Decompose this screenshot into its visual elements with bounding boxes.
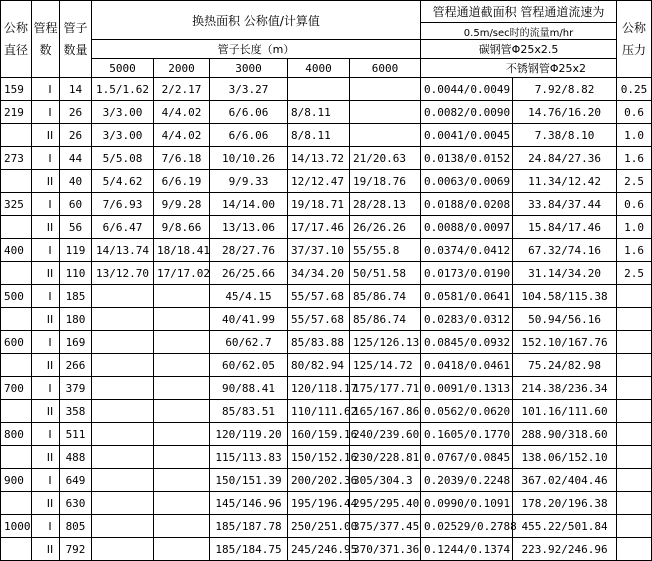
cell-area-5000: [92, 377, 154, 400]
table-row: [1, 262, 652, 285]
cell-area-4000: 19/18.71: [288, 193, 350, 216]
cell-pressure: [617, 377, 652, 400]
cell-area-6000: 55/55.8: [350, 239, 421, 262]
cell-pass-count: I: [32, 423, 60, 446]
cell-cross-section: 0.1605/0.1770: [421, 423, 513, 446]
cell-cross-section: 0.02529/0.2788: [421, 515, 513, 538]
cell-pass-count: II: [32, 354, 60, 377]
cell-tube-count: 266: [60, 354, 92, 377]
cell-tube-count: 488: [60, 446, 92, 469]
table-row: [1, 423, 652, 446]
cell-pressure: [617, 400, 652, 423]
cell-tube-count: 169: [60, 331, 92, 354]
cell-flow-rate: 14.76/16.20: [513, 101, 617, 124]
header-row: [1, 1, 652, 23]
table-row: [1, 354, 652, 377]
cell-area-5000: 1.5/1.62: [92, 78, 154, 101]
header-nominal-diameter: 公称直径: [1, 1, 32, 78]
cell-area-5000: [92, 469, 154, 492]
cell-tube-count: 26: [60, 101, 92, 124]
cell-cross-section: 0.0767/0.0845: [421, 446, 513, 469]
header-row: [1, 59, 652, 78]
cell-pressure: [617, 423, 652, 446]
cell-pass-count: I: [32, 331, 60, 354]
cell-area-5000: [92, 492, 154, 515]
cell-flow-rate: 50.94/56.16: [513, 308, 617, 331]
cell-cross-section: 0.0990/0.1091: [421, 492, 513, 515]
cell-area-4000: 80/82.94: [288, 354, 350, 377]
cell-area-2000: 4/4.02: [154, 124, 210, 147]
header-length-2000: 2000: [154, 59, 210, 78]
cell-area-2000: [154, 469, 210, 492]
table-row: [1, 239, 652, 262]
cell-area-3000: 10/10.26: [210, 147, 288, 170]
cell-flow-rate: 7.92/8.82: [513, 78, 617, 101]
cell-area-6000: [350, 101, 421, 124]
cell-flow-rate: 288.90/318.60: [513, 423, 617, 446]
cell-area-6000: [350, 78, 421, 101]
cell-flow-rate: 152.10/167.76: [513, 331, 617, 354]
table-row: [1, 308, 652, 331]
cell-area-2000: 2/2.17: [154, 78, 210, 101]
cell-area-3000: 26/25.66: [210, 262, 288, 285]
cell-flow-rate: 11.34/12.42: [513, 170, 617, 193]
cell-pass-count: II: [32, 308, 60, 331]
cell-area-2000: [154, 331, 210, 354]
table-row: [1, 492, 652, 515]
cell-area-5000: 13/12.70: [92, 262, 154, 285]
cell-area-3000: 28/27.76: [210, 239, 288, 262]
table-row: [1, 446, 652, 469]
cell-area-3000: 60/62.05: [210, 354, 288, 377]
header-pass-count: 管程数: [32, 1, 60, 78]
cell-flow-rate: 104.58/115.38: [513, 285, 617, 308]
cell-area-5000: [92, 446, 154, 469]
cell-area-3000: 85/83.51: [210, 400, 288, 423]
cell-nominal-diameter: [1, 446, 32, 469]
cell-area-2000: [154, 400, 210, 423]
cell-area-4000: 17/17.46: [288, 216, 350, 239]
cell-pressure: [617, 538, 652, 561]
cell-area-2000: [154, 492, 210, 515]
cell-pass-count: I: [32, 377, 60, 400]
cell-pressure: [617, 446, 652, 469]
header-pressure: 公称压力: [617, 1, 652, 78]
cell-pass-count: II: [32, 216, 60, 239]
cell-area-6000: 125/126.13: [350, 331, 421, 354]
cell-flow-rate: 214.38/236.34: [513, 377, 617, 400]
cell-pressure: 1.6: [617, 239, 652, 262]
cell-pass-count: I: [32, 101, 60, 124]
cell-pressure: [617, 354, 652, 377]
cell-tube-count: 119: [60, 239, 92, 262]
cell-area-2000: 17/17.02: [154, 262, 210, 285]
cell-pressure: 2.5: [617, 170, 652, 193]
cell-area-3000: 90/88.41: [210, 377, 288, 400]
cell-area-6000: 21/20.63: [350, 147, 421, 170]
header-carbon-steel: 碳钢管Φ25x2.5: [421, 40, 617, 59]
cell-cross-section: 0.0044/0.0049: [421, 78, 513, 101]
cell-area-4000: 55/57.68: [288, 285, 350, 308]
cell-cross-section: 0.0581/0.0641: [421, 285, 513, 308]
cell-flow-rate: 15.84/17.46: [513, 216, 617, 239]
cell-pressure: 0.25: [617, 78, 652, 101]
cell-area-6000: 375/377.45: [350, 515, 421, 538]
header-length-6000: 6000: [350, 59, 421, 78]
cell-area-4000: 160/159.16: [288, 423, 350, 446]
cell-pass-count: II: [32, 170, 60, 193]
cell-area-5000: 7/6.93: [92, 193, 154, 216]
cell-area-5000: 3/3.00: [92, 124, 154, 147]
cell-flow-rate: 455.22/501.84: [513, 515, 617, 538]
cell-area-6000: 85/86.74: [350, 285, 421, 308]
cell-area-5000: [92, 400, 154, 423]
cell-area-5000: [92, 538, 154, 561]
cell-pressure: [617, 331, 652, 354]
cell-tube-count: 379: [60, 377, 92, 400]
cell-area-6000: 165/167.86: [350, 400, 421, 423]
cell-area-3000: 9/9.33: [210, 170, 288, 193]
cell-area-6000: 85/86.74: [350, 308, 421, 331]
table-row: [1, 170, 652, 193]
cell-area-3000: 115/113.83: [210, 446, 288, 469]
cell-area-4000: 200/202.36: [288, 469, 350, 492]
cell-pressure: [617, 469, 652, 492]
header-tube-length: 管子长度（m）: [92, 40, 421, 59]
cell-area-4000: 8/8.11: [288, 124, 350, 147]
cell-pass-count: II: [32, 446, 60, 469]
cell-tube-count: 630: [60, 492, 92, 515]
cell-flow-rate: 31.14/34.20: [513, 262, 617, 285]
cell-area-4000: 37/37.10: [288, 239, 350, 262]
table-row: [1, 331, 652, 354]
cell-pressure: 0.6: [617, 193, 652, 216]
cell-area-3000: 145/146.96: [210, 492, 288, 515]
cell-cross-section: 0.0041/0.0045: [421, 124, 513, 147]
cell-nominal-diameter: 325: [1, 193, 32, 216]
cell-area-5000: [92, 308, 154, 331]
cell-cross-section: 0.0138/0.0152: [421, 147, 513, 170]
cell-area-6000: [350, 124, 421, 147]
table-row: [1, 216, 652, 239]
cell-flow-rate: 101.16/111.60: [513, 400, 617, 423]
cell-area-4000: 34/34.20: [288, 262, 350, 285]
cell-pass-count: II: [32, 400, 60, 423]
header-row: [1, 40, 652, 59]
cell-tube-count: 56: [60, 216, 92, 239]
cell-area-4000: 120/118.17: [288, 377, 350, 400]
cell-pass-count: I: [32, 78, 60, 101]
cell-area-2000: [154, 285, 210, 308]
cell-area-3000: 6/6.06: [210, 101, 288, 124]
cell-pass-count: I: [32, 193, 60, 216]
cell-area-6000: 19/18.76: [350, 170, 421, 193]
cell-flow-rate: 178.20/196.38: [513, 492, 617, 515]
cell-area-4000: 110/111.62: [288, 400, 350, 423]
cell-area-4000: 250/251.00: [288, 515, 350, 538]
cell-tube-count: 792: [60, 538, 92, 561]
cell-area-6000: 370/371.36: [350, 538, 421, 561]
cell-area-6000: 230/228.81: [350, 446, 421, 469]
cell-cross-section: 0.0088/0.0097: [421, 216, 513, 239]
cell-nominal-diameter: [1, 216, 32, 239]
cell-area-2000: 4/4.02: [154, 101, 210, 124]
cell-cross-section: 0.0063/0.0069: [421, 170, 513, 193]
cell-cross-section: 0.0173/0.0190: [421, 262, 513, 285]
cell-pass-count: I: [32, 239, 60, 262]
cell-nominal-diameter: 600: [1, 331, 32, 354]
cell-flow-rate: 223.92/246.96: [513, 538, 617, 561]
cell-area-6000: 240/239.60: [350, 423, 421, 446]
cell-flow-rate: 67.32/74.16: [513, 239, 617, 262]
cell-area-3000: 185/187.78: [210, 515, 288, 538]
cell-area-4000: 245/246.95: [288, 538, 350, 561]
cell-pass-count: I: [32, 285, 60, 308]
cell-area-5000: 5/5.08: [92, 147, 154, 170]
cell-pressure: [617, 492, 652, 515]
cell-area-2000: 6/6.19: [154, 170, 210, 193]
cell-cross-section: 0.2039/0.2248: [421, 469, 513, 492]
cell-area-2000: 7/6.18: [154, 147, 210, 170]
cell-area-6000: 175/177.71: [350, 377, 421, 400]
cell-area-5000: 6/6.47: [92, 216, 154, 239]
cell-area-5000: [92, 423, 154, 446]
cell-cross-section: 0.0374/0.0412: [421, 239, 513, 262]
table-row: [1, 515, 652, 538]
cell-pressure: [617, 285, 652, 308]
table-row: [1, 101, 652, 124]
cell-cross-section: 0.0188/0.0208: [421, 193, 513, 216]
cell-nominal-diameter: 900: [1, 469, 32, 492]
table-row: [1, 469, 652, 492]
cell-area-2000: [154, 446, 210, 469]
cell-area-3000: 6/6.06: [210, 124, 288, 147]
cell-area-3000: 3/3.27: [210, 78, 288, 101]
cell-area-2000: 9/8.66: [154, 216, 210, 239]
cell-nominal-diameter: 700: [1, 377, 32, 400]
cell-pressure: 0.6: [617, 101, 652, 124]
cell-nominal-diameter: [1, 170, 32, 193]
cell-pressure: 2.5: [617, 262, 652, 285]
table-row: [1, 78, 652, 101]
cell-area-6000: 295/295.40: [350, 492, 421, 515]
cell-pressure: 1.0: [617, 216, 652, 239]
cell-area-5000: 14/13.74: [92, 239, 154, 262]
cell-cross-section: 0.0418/0.0461: [421, 354, 513, 377]
cell-pass-count: II: [32, 538, 60, 561]
cell-area-4000: 150/152.16: [288, 446, 350, 469]
cell-nominal-diameter: [1, 354, 32, 377]
cell-area-3000: 120/119.20: [210, 423, 288, 446]
cell-area-2000: 9/9.28: [154, 193, 210, 216]
cell-area-5000: [92, 331, 154, 354]
cell-nominal-diameter: 800: [1, 423, 32, 446]
cell-pressure: 1.0: [617, 124, 652, 147]
cell-area-3000: 150/151.39: [210, 469, 288, 492]
cell-area-4000: 55/57.68: [288, 308, 350, 331]
cell-flow-rate: 75.24/82.98: [513, 354, 617, 377]
cell-pass-count: I: [32, 469, 60, 492]
cell-tube-count: 40: [60, 170, 92, 193]
cell-pressure: 1.6: [617, 147, 652, 170]
cell-pressure: [617, 308, 652, 331]
cell-tube-count: 805: [60, 515, 92, 538]
cell-area-4000: 14/13.72: [288, 147, 350, 170]
cell-area-2000: [154, 354, 210, 377]
cell-nominal-diameter: 400: [1, 239, 32, 262]
cell-cross-section: 0.1244/0.1374: [421, 538, 513, 561]
cell-area-3000: 14/14.00: [210, 193, 288, 216]
cell-tube-count: 180: [60, 308, 92, 331]
cell-area-2000: [154, 515, 210, 538]
table-row: [1, 285, 652, 308]
cell-tube-count: 14: [60, 78, 92, 101]
cell-cross-section: 0.0082/0.0090: [421, 101, 513, 124]
cell-tube-count: 185: [60, 285, 92, 308]
cell-area-4000: [288, 78, 350, 101]
cell-pass-count: II: [32, 262, 60, 285]
cell-pass-count: II: [32, 492, 60, 515]
cell-nominal-diameter: [1, 492, 32, 515]
cell-nominal-diameter: 219: [1, 101, 32, 124]
cell-flow-rate: 33.84/37.44: [513, 193, 617, 216]
cell-nominal-diameter: [1, 308, 32, 331]
cell-nominal-diameter: [1, 262, 32, 285]
cell-tube-count: 358: [60, 400, 92, 423]
cell-area-4000: 195/196.44: [288, 492, 350, 515]
cell-tube-count: 110: [60, 262, 92, 285]
cell-area-6000: 125/14.72: [350, 354, 421, 377]
cell-cross-section: 0.0091/0.1313: [421, 377, 513, 400]
cell-pass-count: II: [32, 124, 60, 147]
header-heat-area: 换热面积 公称值/计算值: [92, 1, 421, 40]
cell-tube-count: 60: [60, 193, 92, 216]
cell-area-2000: 18/18.41: [154, 239, 210, 262]
cell-area-4000: 8/8.11: [288, 101, 350, 124]
cell-area-3000: 45/4.15: [210, 285, 288, 308]
cell-nominal-diameter: 500: [1, 285, 32, 308]
cell-nominal-diameter: [1, 400, 32, 423]
header-length-5000: 5000: [92, 59, 154, 78]
cell-area-5000: [92, 354, 154, 377]
cell-area-5000: 3/3.00: [92, 101, 154, 124]
cell-nominal-diameter: [1, 538, 32, 561]
cell-area-2000: [154, 377, 210, 400]
cell-area-6000: 50/51.58: [350, 262, 421, 285]
cell-area-3000: 40/41.99: [210, 308, 288, 331]
cell-pressure: [617, 515, 652, 538]
cell-pass-count: I: [32, 515, 60, 538]
cell-nominal-diameter: [1, 124, 32, 147]
header-length-3000: 3000: [210, 59, 288, 78]
cell-flow-rate: 7.38/8.10: [513, 124, 617, 147]
table-row: [1, 400, 652, 423]
header-flow-title-1: 管程通道截面积 管程通道流速为: [421, 1, 617, 23]
cell-flow-rate: 24.84/27.36: [513, 147, 617, 170]
cell-pass-count: I: [32, 147, 60, 170]
cell-tube-count: 44: [60, 147, 92, 170]
table-row: [1, 377, 652, 400]
cell-area-6000: 26/26.26: [350, 216, 421, 239]
cell-area-4000: 12/12.47: [288, 170, 350, 193]
cell-tube-count: 26: [60, 124, 92, 147]
header-stainless-steel: 不锈钢管Φ25x2: [421, 59, 617, 78]
cell-nominal-diameter: 1000: [1, 515, 32, 538]
cell-area-3000: 60/62.7: [210, 331, 288, 354]
cell-area-4000: 85/83.88: [288, 331, 350, 354]
cell-area-6000: 28/28.13: [350, 193, 421, 216]
table-row: [1, 124, 652, 147]
cell-area-2000: [154, 538, 210, 561]
cell-tube-count: 649: [60, 469, 92, 492]
cell-cross-section: 0.0283/0.0312: [421, 308, 513, 331]
cell-tube-count: 511: [60, 423, 92, 446]
cell-area-5000: [92, 515, 154, 538]
cell-nominal-diameter: 273: [1, 147, 32, 170]
cell-area-5000: 5/4.62: [92, 170, 154, 193]
header-flow-title-2: 0.5m/sec时的流量m/hr: [421, 23, 617, 40]
table-row: [1, 538, 652, 561]
cell-area-2000: [154, 308, 210, 331]
table-row: [1, 193, 652, 216]
cell-area-3000: 13/13.06: [210, 216, 288, 239]
table-row: [1, 147, 652, 170]
cell-area-3000: 185/184.75: [210, 538, 288, 561]
cell-cross-section: 0.0562/0.0620: [421, 400, 513, 423]
cell-flow-rate: 138.06/152.10: [513, 446, 617, 469]
cell-cross-section: 0.0845/0.0932: [421, 331, 513, 354]
cell-flow-rate: 367.02/404.46: [513, 469, 617, 492]
cell-area-6000: 305/304.3: [350, 469, 421, 492]
header-length-4000: 4000: [288, 59, 350, 78]
cell-area-5000: [92, 285, 154, 308]
cell-nominal-diameter: 159: [1, 78, 32, 101]
cell-area-2000: [154, 423, 210, 446]
header-tube-count: 管子数量: [60, 1, 92, 78]
